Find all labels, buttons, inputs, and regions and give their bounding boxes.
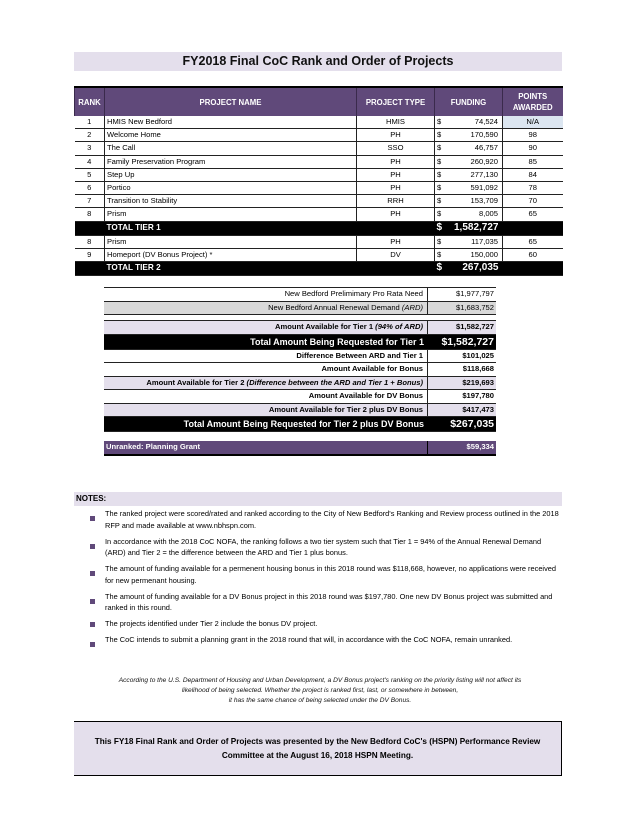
rank-cell: 9: [75, 248, 105, 261]
rank-cell: 8: [75, 235, 105, 248]
note-item: The amount of funding available for a permenent housing bonus in this 2018 round was $118,668, however, no applications were received for new permenant housing.: [90, 563, 560, 586]
funding-cell: 117,035: [445, 235, 503, 248]
project-type-cell: PH: [357, 168, 435, 181]
funding-cell: 46,757: [445, 142, 503, 155]
rank-cell: 3: [75, 142, 105, 155]
rank-cell: 8: [75, 208, 105, 221]
square-bullet-icon: [90, 622, 95, 627]
tier1-requested-row: Total Amount Being Requested for Tier 1 $1,582,727: [104, 335, 496, 350]
project-name-cell: Family Preservation Program: [105, 155, 357, 168]
funding-cell: 150,000: [445, 248, 503, 261]
bonus-available-row: Amount Available for Bonus $118,668: [104, 363, 496, 377]
project-type-cell: PH: [357, 181, 435, 194]
project-type-cell: PH: [357, 155, 435, 168]
points-cell: 98: [503, 129, 563, 142]
page-title: FY2018 Final CoC Rank and Order of Projects: [74, 52, 562, 71]
table-row: [75, 142, 563, 155]
funding-cell: 8,005: [445, 208, 503, 221]
unranked-planning-grant-row: Unranked: Planning Grant $59,334: [104, 441, 496, 456]
project-name-cell: Step Up: [105, 168, 357, 181]
funding-cell: 170,590: [445, 129, 503, 142]
currency-cell: $: [435, 155, 445, 168]
rank-cell: 6: [75, 181, 105, 194]
project-name-cell: Homeport (DV Bonus Project) *: [105, 248, 357, 261]
funding-cell: 260,920: [445, 155, 503, 168]
tier2-plus-dv-requested-row: Total Amount Being Requested for Tier 2 plus DV Bonus $267,035: [104, 417, 496, 432]
square-bullet-icon: [90, 642, 95, 647]
dv-bonus-available-row: Amount Available for DV Bonus $197,780: [104, 390, 496, 404]
ard-row: New Bedford Annual Renewal Demand (ARD) $1,683,752: [104, 302, 496, 316]
funding-cell: 277,130: [445, 168, 503, 181]
tier2-plus-dv-available-row: Amount Available for Tier 2 plus DV Bonus $417,473: [104, 404, 496, 418]
project-name-cell: HMIS New Bedford: [105, 116, 357, 129]
points-cell: N/A: [503, 116, 563, 129]
square-bullet-icon: [90, 516, 95, 521]
pro-rata-row: New Bedford Prelimimary Pro Rata Need $1,977,797: [104, 287, 496, 302]
square-bullet-icon: [90, 599, 95, 604]
currency-cell: $: [435, 208, 445, 221]
project-name-cell: Prism: [105, 208, 357, 221]
note-item: The CoC intends to submit a planning grant in the 2018 round that will, in accordance with the CoC NOFA, remain unranked.: [90, 634, 560, 647]
points-cell: 60: [503, 248, 563, 261]
currency-cell: $: [435, 195, 445, 208]
tier2-total-label: TOTAL TIER 2: [105, 261, 357, 275]
project-type-cell: PH: [357, 208, 435, 221]
presentation-footer: This FY18 Final Rank and Order of Projects was presented by the New Bedford CoC's (HSPN) Performance Review Committee at the August 16, 2018 HSPN Meeting.: [74, 721, 562, 776]
note-item: The amount of funding available for a DV Bonus project in this 2018 round was $197,780. One new DV Bonus project was submitted and ranked in this round.: [90, 591, 560, 614]
tier2-total-row: TOTAL TIER 2 $ 267,035: [75, 261, 563, 275]
tier2-total-amount: 267,035: [445, 261, 503, 275]
currency-cell: $: [435, 168, 445, 181]
points-cell: 65: [503, 235, 563, 248]
project-type-cell: SSO: [357, 142, 435, 155]
col-funding: FUNDING: [435, 87, 503, 116]
currency-cell: $: [435, 142, 445, 155]
project-type-cell: RRH: [357, 195, 435, 208]
notes-list: [90, 508, 560, 652]
table-row: [75, 235, 563, 248]
table-row: [75, 195, 563, 208]
unranked-table: [104, 441, 496, 456]
funding-cell: 591,092: [445, 181, 503, 194]
table-row: [75, 116, 563, 129]
diff-ard-tier1-row: Difference Between ARD and Tier 1 $101,025: [104, 350, 496, 364]
col-points-awarded: POINTS AWARDED: [503, 87, 563, 116]
currency-cell: $: [435, 116, 445, 129]
points-cell: 85: [503, 155, 563, 168]
tier2-available-row: Amount Available for Tier 2 (Difference between the ARD and Tier 1 + Bonus) $219,693: [104, 377, 496, 391]
table-row: [75, 181, 563, 194]
tier1-total-row: TOTAL TIER 1 $ 1,582,727: [75, 221, 563, 235]
funding-cell: 153,709: [445, 195, 503, 208]
project-type-cell: DV: [357, 248, 435, 261]
table-row: [75, 129, 563, 142]
points-cell: 90: [503, 142, 563, 155]
currency-cell: $: [435, 181, 445, 194]
rank-cell: 4: [75, 155, 105, 168]
project-name-cell: Prism: [105, 235, 357, 248]
points-cell: 70: [503, 195, 563, 208]
project-name-cell: Portico: [105, 181, 357, 194]
dv-bonus-disclaimer: According to the U.S. Department of Housing and Urban Development, a DV Bonus project's ranking on the priority listing will not affect its likelihood of being selected. Whether the project is ranked first, last, or somewhere in between, it has the same chance of being selected under the DV Bonus.: [118, 677, 522, 704]
table-row: [75, 208, 563, 221]
project-type-cell: PH: [357, 129, 435, 142]
square-bullet-icon: [90, 571, 95, 576]
points-cell: 84: [503, 168, 563, 181]
points-cell: 78: [503, 181, 563, 194]
rank-cell: 1: [75, 116, 105, 129]
funding-cell: 74,524: [445, 116, 503, 129]
currency-cell: $: [435, 235, 445, 248]
rank-cell: 7: [75, 195, 105, 208]
currency-cell: $: [435, 129, 445, 142]
tier1-total-amount: 1,582,727: [445, 221, 503, 235]
note-item: The projects identified under Tier 2 include the bonus DV project.: [90, 618, 560, 630]
tier1-total-label: TOTAL TIER 1: [105, 221, 357, 235]
note-item: The ranked project were scored/rated and ranked according to the City of New Bedford's Ranking and Review process outlined in the 2018 RFP and made available at www.nbhspn.com.: [90, 508, 560, 531]
rank-cell: 5: [75, 168, 105, 181]
project-type-cell: PH: [357, 235, 435, 248]
project-name-cell: Welcome Home: [105, 129, 357, 142]
table-row: [75, 168, 563, 181]
summary-table: [104, 320, 496, 432]
table-row: [75, 248, 563, 261]
rank-cell: 2: [75, 129, 105, 142]
tier1-available-row: Amount Available for Tier 1 (94% of ARD) $1,582,727: [104, 320, 496, 335]
currency-cell: $: [435, 248, 445, 261]
project-type-cell: HMIS: [357, 116, 435, 129]
table-header-row: [75, 87, 563, 116]
project-name-cell: Transition to Stability: [105, 195, 357, 208]
table-row: [75, 155, 563, 168]
rank-table: [74, 86, 563, 276]
project-name-cell: The Call: [105, 142, 357, 155]
col-project-type: PROJECT TYPE: [357, 87, 435, 116]
note-item: In accordance with the 2018 CoC NOFA, the ranking follows a two tier system such that Tier 1 = 94% of the Annual Renewal Demand (ARD) and Tier 2 = the difference between the ARD and Tier 1 plus bonus.: [90, 536, 560, 559]
square-bullet-icon: [90, 544, 95, 549]
col-project-name: PROJECT NAME: [105, 87, 357, 116]
need-table: [104, 287, 496, 315]
points-cell: 65: [503, 208, 563, 221]
col-rank: RANK: [75, 87, 105, 116]
notes-heading: NOTES:: [74, 492, 562, 506]
